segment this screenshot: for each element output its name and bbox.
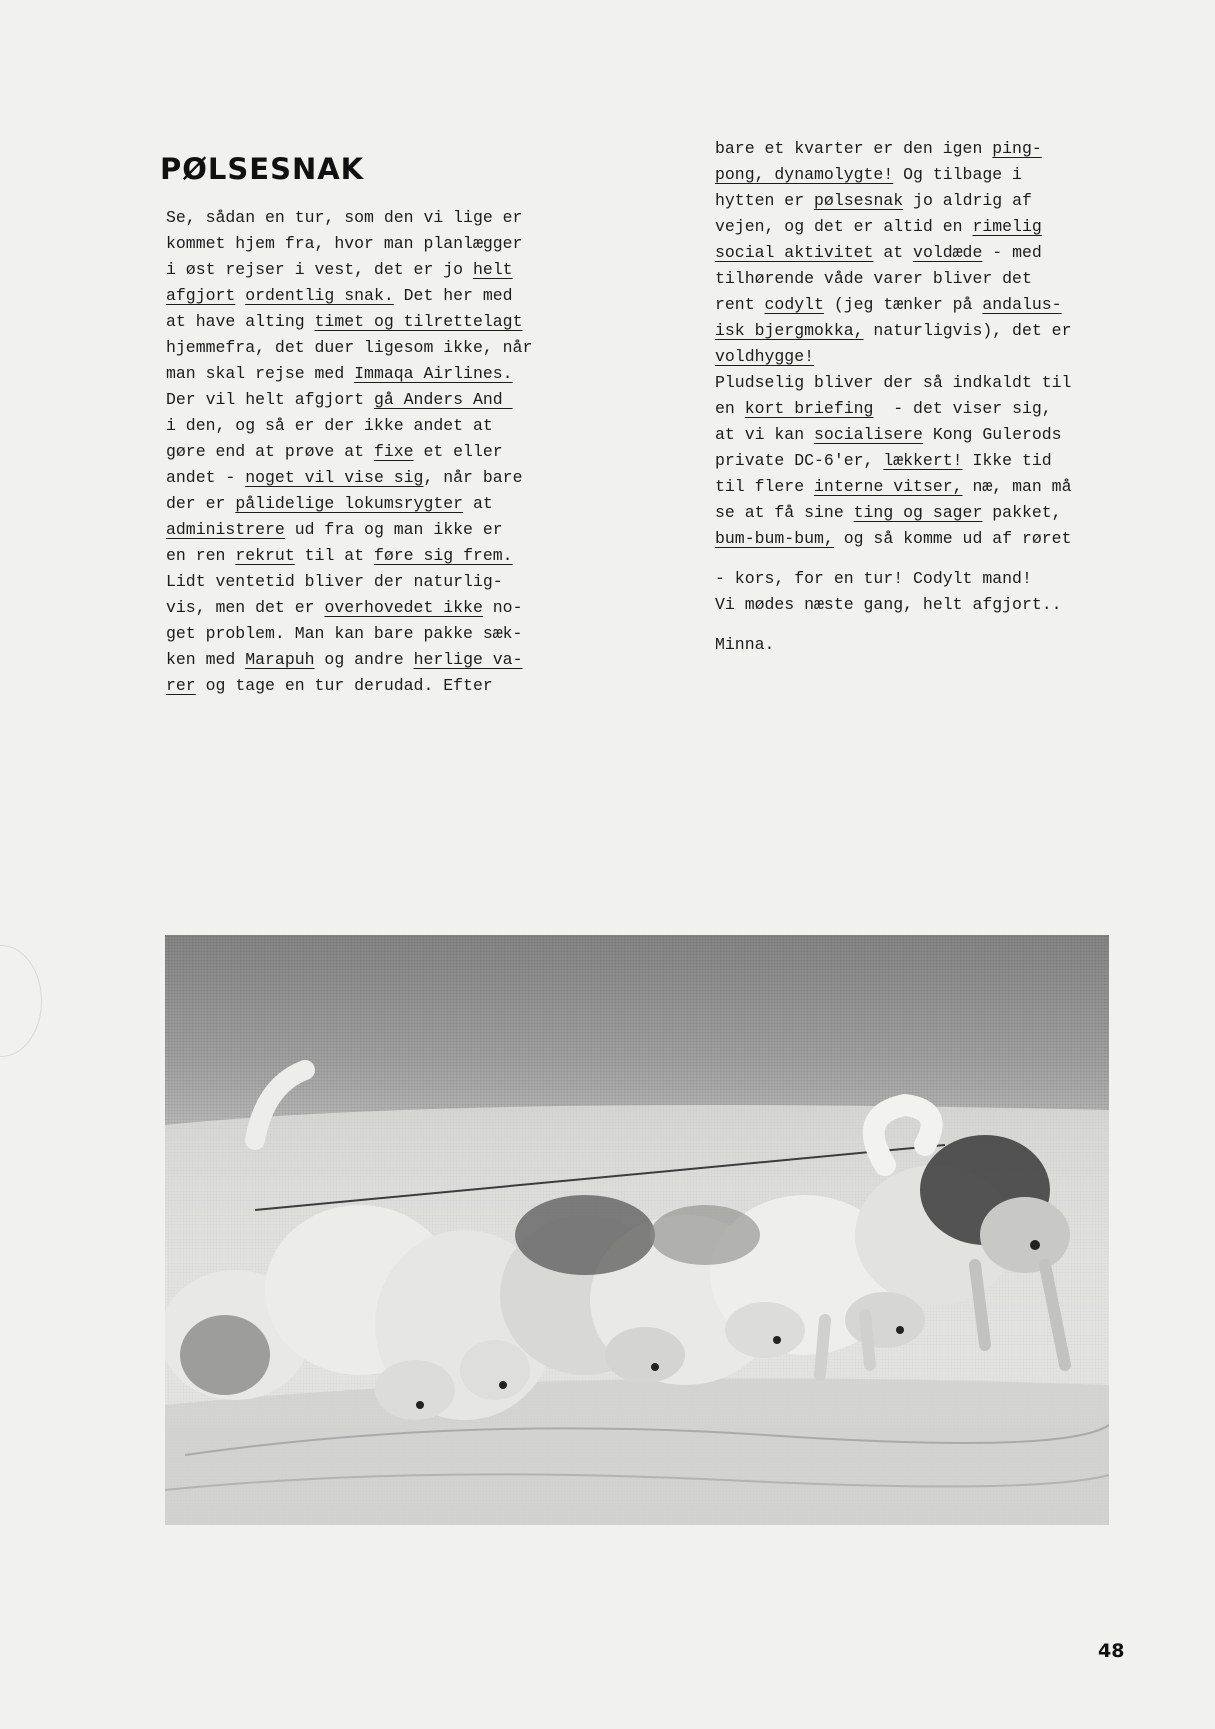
text-line (715, 162, 1135, 188)
underlined-phrase: rimelig (972, 217, 1042, 236)
text-segment: ken med (166, 650, 246, 669)
text-line (166, 361, 566, 387)
text-line (166, 569, 566, 595)
text-segment: hytten er (715, 191, 815, 210)
text-segment: Se, sådan en tur, som den vi lige er (166, 208, 523, 227)
text-line (166, 465, 566, 491)
underlined-phrase: voldæde (913, 243, 983, 262)
paragraph-gap (715, 552, 1135, 566)
text-line (715, 214, 1135, 240)
text-segment: der er (166, 494, 236, 513)
text-segment: og tage en tur derudad. Efter (195, 676, 493, 695)
text-segment: til at (294, 546, 374, 565)
text-line (715, 422, 1135, 448)
text-segment: - kors, for en tur! Codylt mand! (715, 569, 1032, 588)
underlined-phrase: pølsesnak (814, 191, 904, 210)
underlined-phrase: voldhygge! (715, 347, 815, 366)
text-segment: at have alting (166, 312, 315, 331)
text-segment: et eller (413, 442, 503, 461)
text-segment: Pludselig bliver der så indkaldt til (715, 373, 1072, 392)
article-title: PØLSESNAK (160, 152, 365, 186)
underlined-phrase: isk bjergmokka, (715, 321, 864, 340)
text-line (715, 396, 1135, 422)
text-line (166, 335, 566, 361)
text-segment: gøre end at prøve at (166, 442, 374, 461)
text-line (166, 673, 566, 699)
underlined-phrase: ping- (992, 139, 1042, 158)
text-segment: og andre (314, 650, 414, 669)
text-line (715, 448, 1135, 474)
text-line (715, 474, 1135, 500)
underlined-phrase: timet og tilrettelagt (314, 312, 523, 331)
text-segment: rent (715, 295, 765, 314)
text-line (715, 344, 1135, 370)
text-segment: Vi mødes næste gang, helt afgjort.. (715, 595, 1062, 614)
text-segment: hjemmefra, det duer ligesom ikke, når (166, 338, 533, 357)
underlined-phrase: rer (166, 676, 196, 695)
text-segment: man skal rejse med (166, 364, 355, 383)
underlined-phrase: overhovedet ikke (324, 598, 483, 617)
text-line (166, 309, 566, 335)
underlined-phrase: social aktivitet (715, 243, 874, 262)
underlined-phrase: pålidelige lokumsrygter (235, 494, 464, 513)
underlined-phrase: Immaqa Airlines. (354, 364, 513, 383)
text-line (715, 526, 1135, 552)
text-segment: Det her med (393, 286, 513, 305)
underlined-phrase: socialisere (814, 425, 923, 444)
underlined-phrase: afgjort (166, 286, 236, 305)
text-segment: at (463, 494, 493, 513)
text-segment: , når bare (423, 468, 523, 487)
underlined-phrase: pong, dynamolygte! (715, 165, 894, 184)
text-segment: Kong Gulerods (922, 425, 1062, 444)
text-line (715, 592, 1135, 618)
paragraph-gap (715, 618, 1135, 632)
underlined-phrase: herlige va- (413, 650, 523, 669)
text-segment: pakket, (982, 503, 1062, 522)
text-line (715, 188, 1135, 214)
underlined-phrase: codylt (764, 295, 824, 314)
text-line (715, 318, 1135, 344)
text-segment: (jeg tænker på (823, 295, 983, 314)
text-segment: at vi kan (715, 425, 815, 444)
text-segment: i den, og så er der ikke andet at (166, 416, 493, 435)
underlined-phrase: ordentlig snak. (245, 286, 394, 305)
text-line (166, 491, 566, 517)
text-segment: bare et kvarter er den igen (715, 139, 993, 158)
text-line (715, 266, 1135, 292)
text-segment: at (873, 243, 914, 262)
text-segment: - med (982, 243, 1042, 262)
text-segment: til flere (715, 477, 815, 496)
text-line (715, 292, 1135, 318)
text-line (166, 543, 566, 569)
underlined-phrase: andalus- (982, 295, 1062, 314)
text-segment: i øst rejser i vest, det er jo (166, 260, 473, 279)
text-line (166, 387, 566, 413)
text-line (715, 566, 1135, 592)
text-line (166, 413, 566, 439)
text-segment: vejen, og det er altid en (715, 217, 973, 236)
underlined-phrase: lækkert! (883, 451, 963, 470)
text-segment: Ikke tid (962, 451, 1052, 470)
underlined-phrase: helt (472, 260, 513, 279)
text-line (166, 231, 566, 257)
text-segment: andet - (166, 468, 246, 487)
text-line (715, 240, 1135, 266)
text-segment: no- (482, 598, 523, 617)
right-text-column (715, 136, 1135, 658)
text-line (166, 595, 566, 621)
text-segment: se at få sine (715, 503, 854, 522)
text-line (715, 632, 1135, 658)
text-segment: en (715, 399, 745, 418)
text-segment: næ, man må (962, 477, 1072, 496)
text-line (166, 647, 566, 673)
text-line (166, 205, 566, 231)
text-line (166, 257, 566, 283)
underlined-phrase: administrere (166, 520, 285, 539)
underlined-phrase: kort briefing (744, 399, 874, 418)
underlined-phrase: gå Anders And (373, 390, 513, 409)
underlined-phrase: bum-bum-bum, (715, 529, 834, 548)
text-segment: Lidt ventetid bliver der naturlig- (166, 572, 503, 591)
text-line (715, 370, 1135, 396)
text-segment (235, 286, 245, 305)
text-line (166, 439, 566, 465)
sled-dogs-photo (165, 935, 1109, 1525)
text-segment: og så komme ud af røret (833, 529, 1072, 548)
text-segment: Og tilbage i (893, 165, 1022, 184)
text-segment: get problem. Man kan bare pakke sæk- (166, 624, 523, 643)
text-segment: vis, men det er (166, 598, 325, 617)
underlined-phrase: rekrut (235, 546, 295, 565)
underlined-phrase: Marapuh (245, 650, 315, 669)
text-segment: Minna. (715, 635, 775, 654)
underlined-phrase: interne vitser, (814, 477, 963, 496)
underlined-phrase: fixe (373, 442, 414, 461)
text-segment: - det viser sig, (873, 399, 1052, 418)
page-number: 48 (1098, 1640, 1125, 1662)
text-segment: kommet hjem fra, hvor man planlægger (166, 234, 523, 253)
text-segment: en ren (166, 546, 236, 565)
text-line (166, 517, 566, 543)
text-segment: tilhørende våde varer bliver det (715, 269, 1032, 288)
underlined-phrase: føre sig frem. (373, 546, 513, 565)
text-segment: private DC-6'er, (715, 451, 884, 470)
page-edge-mark (0, 945, 42, 1057)
text-line (166, 621, 566, 647)
text-segment: ud fra og man ikke er (284, 520, 503, 539)
text-segment: naturligvis), det er (863, 321, 1072, 340)
underlined-phrase: ting og sager (853, 503, 983, 522)
photo-illustration (165, 935, 1109, 1525)
text-line (715, 136, 1135, 162)
text-line (715, 500, 1135, 526)
text-line (166, 283, 566, 309)
text-segment: jo aldrig af (903, 191, 1032, 210)
left-text-column (166, 205, 566, 699)
underlined-phrase: noget vil vise sig (245, 468, 424, 487)
text-segment: Der vil helt afgjort (166, 390, 374, 409)
